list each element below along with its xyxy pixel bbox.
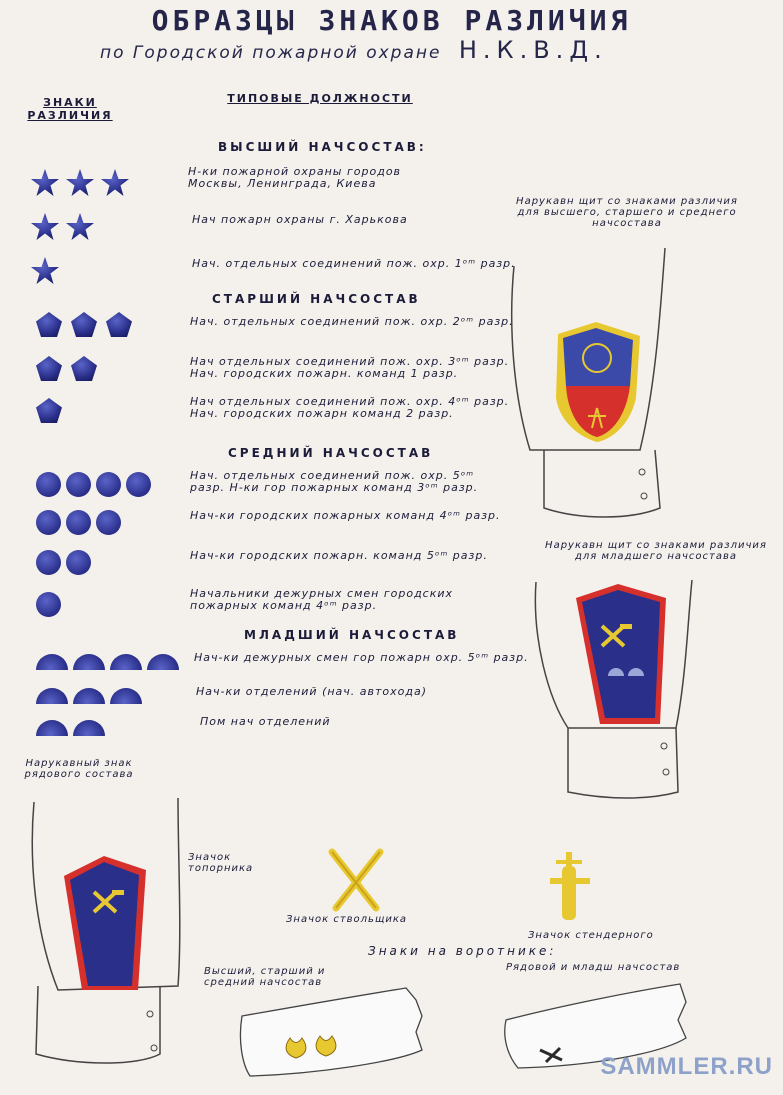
page-title: ОБРАЗЦЫ ЗНАКОВ РАЗЛИЧИЯ <box>151 4 632 37</box>
pentagon-icon <box>34 310 64 340</box>
insignia-2-semicircles <box>36 720 105 736</box>
category-middle: СРЕДНИЙ НАЧСОСТАВ <box>228 446 434 460</box>
star-icon <box>30 256 60 286</box>
position-text: Нач-ки городских пожарных команд 4ᵒᵐ разр. <box>190 509 501 522</box>
circle-icon <box>96 510 121 535</box>
pentagon-icon <box>34 354 64 384</box>
circle-icon <box>36 510 61 535</box>
pentagon-icon <box>104 310 134 340</box>
collar-senior-illustration <box>236 980 436 1080</box>
position-text: Нач-ки дежурных смен гор пожарн охр. 5ᵒᵐ разр. <box>194 651 529 664</box>
category-junior: МЛАДШИЙ НАЧСОСТАВ <box>244 628 460 642</box>
pentagon-icon <box>69 310 99 340</box>
standpipe-badge-icon <box>546 848 596 926</box>
circle-icon <box>36 472 61 497</box>
insignia-3-pentagons <box>34 310 134 340</box>
insignia-3-semicircles <box>36 688 142 704</box>
watermark: SAMMLER.RU <box>600 1053 773 1080</box>
circle-icon <box>96 472 121 497</box>
axeman-caption: Значок топорника <box>188 852 254 874</box>
collar-senior-caption: Высший, старший и средний начсостав <box>204 966 326 988</box>
semicircle-icon <box>36 688 68 704</box>
org-name: Н.К.В.Д. <box>458 36 608 64</box>
position-text: Пом нач отделений <box>200 715 331 728</box>
position-text: Н-ки пожарной охраны городов Москвы, Ленинграда, Киева <box>188 165 402 190</box>
semicircle-icon <box>73 688 105 704</box>
category-senior-top: ВЫСШИЙ НАЧСОСТАВ: <box>218 140 427 154</box>
semicircle-icon <box>36 654 68 670</box>
position-text: Нач. отдельных соединений пож. охр. 5ᵒᵐ разр. Н-ки гор пожарных команд 3ᵒᵐ разр. <box>190 469 479 494</box>
pentagon-icon <box>34 396 64 426</box>
sleeve-senior-caption: Нарукавн щит со знаками различия для высшего, старшего и среднего начсостава <box>516 196 738 229</box>
semicircle-icon <box>73 720 105 736</box>
hoseman-caption: Значок ствольщика <box>286 914 408 925</box>
sleeve-private-illustration <box>18 790 188 1080</box>
sleeve-junior-caption: Нарукавн щит со знаками различия для младшего начсостава <box>545 540 767 562</box>
insignia-2-circles <box>36 550 91 575</box>
position-text: Нач. отдельных соединений пож. охр. 1ᵒᵐ разр. <box>192 257 516 270</box>
insignia-2-pentagons <box>34 354 99 384</box>
standpipe-caption: Значок стендерного <box>528 930 654 941</box>
insignia-4-circles <box>36 472 151 497</box>
star-icon <box>30 168 60 198</box>
circle-icon <box>66 472 91 497</box>
semicircle-icon <box>147 654 179 670</box>
insignia-3-stars <box>30 168 130 198</box>
sleeve-senior-illustration <box>500 238 685 528</box>
semicircle-icon <box>73 654 105 670</box>
page-subtitle <box>100 36 608 64</box>
position-text: Начальники дежурных смен городских пожарных команд 4ᵒᵐ разр. <box>190 587 454 612</box>
insignia-4-semicircles <box>36 654 179 670</box>
position-text: Нач-ки городских пожарн. команд 5ᵒᵐ разр. <box>190 549 488 562</box>
circle-icon <box>66 510 91 535</box>
star-icon <box>65 168 95 198</box>
pentagon-icon <box>69 354 99 384</box>
insignia-3-circles <box>36 510 121 535</box>
star-icon <box>65 212 95 242</box>
semicircle-icon <box>36 720 68 736</box>
insignia-1-circle <box>36 592 61 617</box>
insignia-1-star <box>30 256 60 286</box>
sleeve-private-caption: Нарукавный знак рядового состава <box>24 758 134 780</box>
collar-junior-caption: Рядовой и младш начсостав <box>506 962 681 973</box>
position-text: Нач отдельных соединений пож. охр. 3ᵒᵐ разр. Нач. городских пожарн. команд 1 разр. <box>190 355 510 380</box>
sleeve-junior-illustration <box>528 578 698 804</box>
insignia-column-header: ЗНАКИ РАЗЛИЧИЯ <box>27 96 113 122</box>
position-text: Нач. отдельных соединений пож. охр. 2ᵒᵐ разр. <box>190 315 514 328</box>
insignia-1-pentagon <box>34 396 64 426</box>
hoseman-badge-icon <box>324 846 388 916</box>
circle-icon <box>36 550 61 575</box>
category-senior: СТАРШИЙ НАЧСОСТАВ <box>212 292 421 306</box>
insignia-2-stars <box>30 212 95 242</box>
subtitle-text: по Городской пожарной охране <box>100 43 442 63</box>
position-text: Нач-ки отделений (нач. автохода) <box>196 685 428 698</box>
semicircle-icon <box>110 688 142 704</box>
star-icon <box>30 212 60 242</box>
star-icon <box>100 168 130 198</box>
collar-header: Знаки на воротнике: <box>368 944 557 958</box>
semicircle-icon <box>110 654 142 670</box>
circle-icon <box>36 592 61 617</box>
position-text: Нач отдельных соединений пож. охр. 4ᵒᵐ разр. Нач. городских пожарн команд 2 разр. <box>190 395 510 420</box>
positions-column-header: ТИПОВЫЕ ДОЛЖНОСТИ <box>227 92 413 105</box>
circle-icon <box>126 472 151 497</box>
circle-icon <box>66 550 91 575</box>
position-text: Нач пожарн охраны г. Харькова <box>192 213 408 226</box>
